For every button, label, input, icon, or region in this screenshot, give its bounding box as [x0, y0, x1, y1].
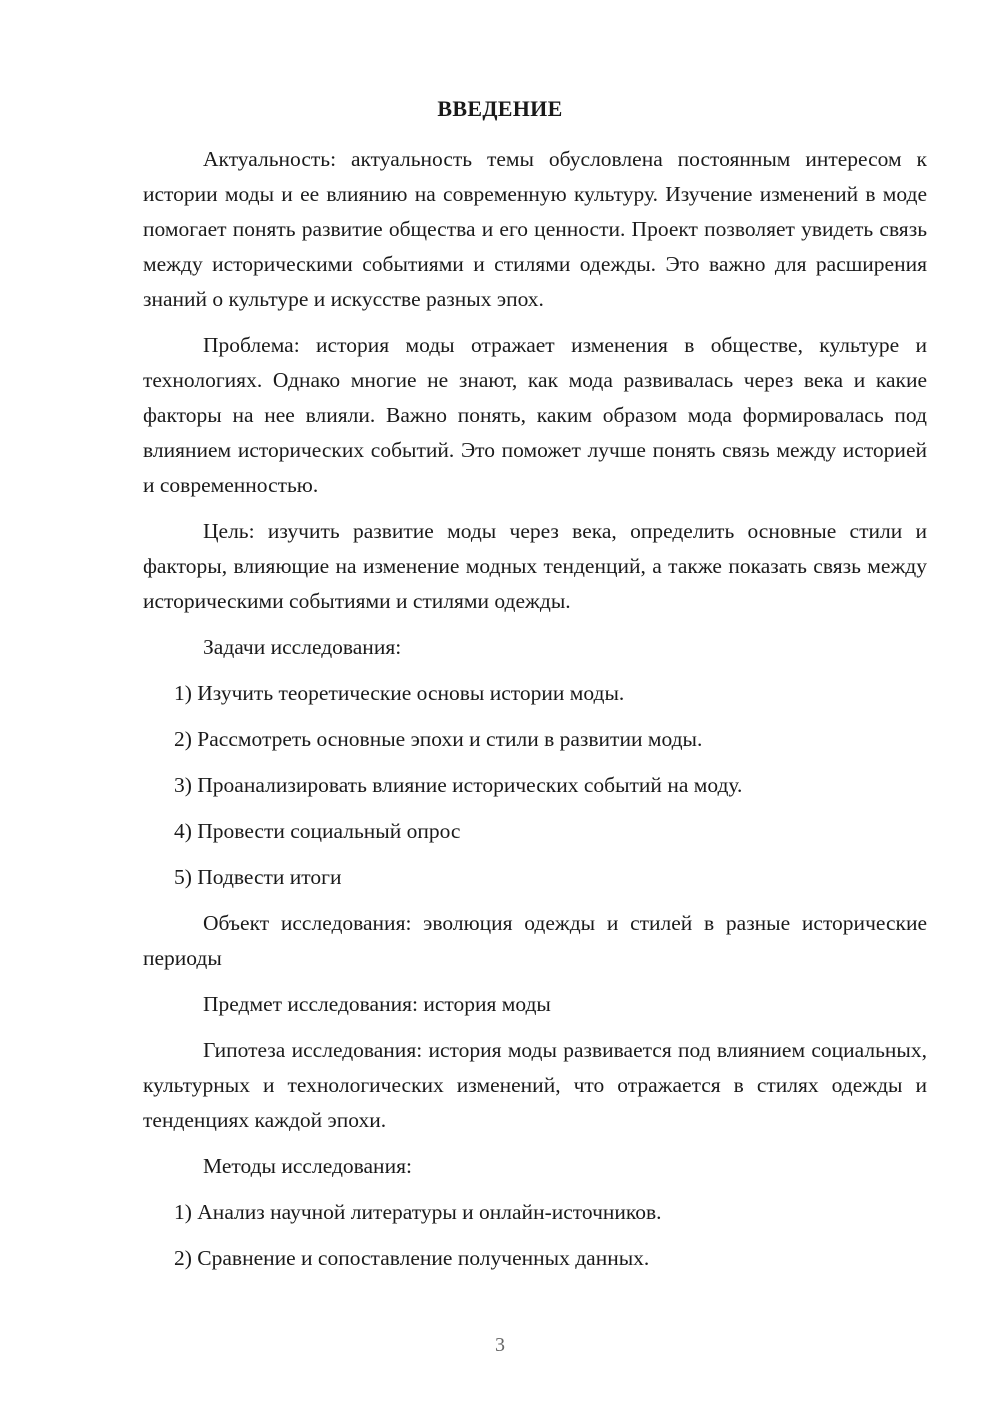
tasks-heading: Задачи исследования:: [203, 635, 402, 659]
page-title: ВВЕДЕНИЕ: [437, 96, 563, 121]
document-body: [143, 142, 927, 1287]
methods-heading: Методы исследования:: [203, 1154, 412, 1178]
paragraph-hypothesis: Гипотеза исследования: история моды развивается под влиянием социальных, культурных и технологических изменений, что отражается в стилях одежды и тенденциях каждой эпохи.: [143, 1038, 927, 1132]
list-item: 1) Изучить теоретические основы истории моды.: [174, 681, 625, 705]
list-item: 2) Рассмотреть основные эпохи и стили в развитии моды.: [174, 727, 703, 751]
paragraph-subject: Предмет исследования: история моды: [203, 992, 551, 1016]
page-number: 3: [495, 1334, 505, 1356]
list-item: 5) Подвести итоги: [174, 865, 342, 889]
list-item: 1) Анализ научной литературы и онлайн-источников.: [174, 1200, 662, 1224]
paragraph-goal: Цель: изучить развитие моды через века, определить основные стили и факторы, влияющие на изменение модных тенденций, а также показать связь между историческими событиями и стилями одежды.: [143, 519, 927, 613]
list-item: 4) Провести социальный опрос: [174, 819, 461, 843]
paragraph-problem: Проблема: история моды отражает изменения в обществе, культуре и технологиях. Однако многие не знают, как мода развивалась через века и какие факторы на нее влияли. Важно понять, каким образом мода формировалась под влиянием исторических событий. Это поможет лучше понять связь между историей и современностью.: [143, 333, 927, 497]
list-item: 3) Проанализировать влияние исторических событий на моду.: [174, 773, 743, 797]
paragraph-relevance: Актуальность: актуальность темы обусловлена постоянным интересом к истории моды и ее влиянию на современную культуру. Изучение изменений в моде помогает понять развитие общества и его ценности. Проект позволяет увидеть связь между историческими событиями и стилями одежды. Это важно для расширения знаний о культуре и искусстве разных эпох.: [143, 147, 927, 311]
list-item: 2) Сравнение и сопоставление полученных данных.: [174, 1246, 650, 1270]
paragraph-object: Объект исследования: эволюция одежды и стилей в разные исторические периоды: [143, 911, 927, 970]
